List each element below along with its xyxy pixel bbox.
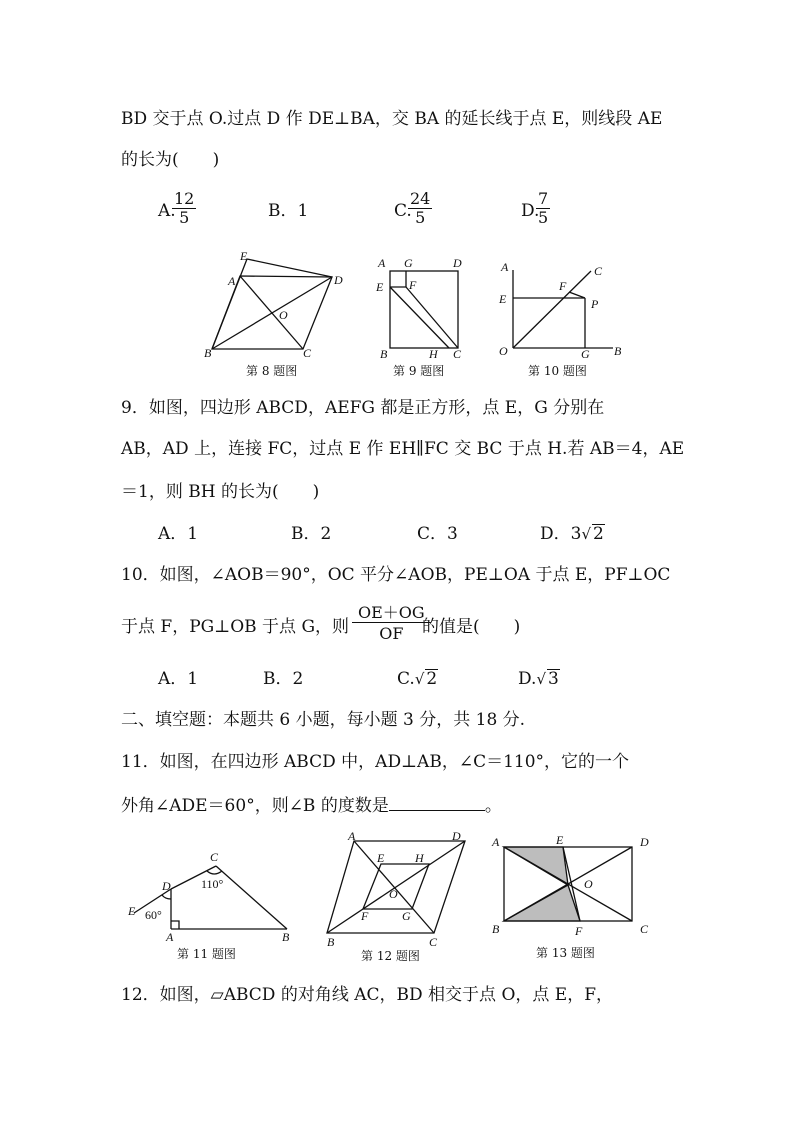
- q9-line1: 9．如图，四边形 ABCD，AEFG 都是正方形，点 E，G 分别在: [121, 398, 605, 418]
- fig13-caption: 第 13 题图: [536, 946, 595, 960]
- fig10-label-c: C: [594, 264, 603, 278]
- fig13-label-c: C: [640, 922, 649, 936]
- fig12-caption: 第 12 题图: [361, 949, 420, 963]
- figure-13: [488, 830, 660, 966]
- fig12-label-b: B: [327, 935, 335, 949]
- fig11-segment-bc: [216, 866, 287, 929]
- q9-option-a: A．1: [158, 524, 199, 544]
- fig8-label-b: B: [204, 346, 212, 360]
- q8-line2: 的长为( ): [121, 150, 220, 170]
- fig13-label-o: O: [584, 877, 593, 891]
- fig10-ray-oc: [513, 271, 591, 348]
- fig8-label-o: O: [279, 308, 288, 322]
- fig13-label-d: D: [640, 835, 649, 849]
- q8-option-b: B．1: [268, 201, 309, 221]
- fig10-caption: 第 10 题图: [528, 364, 587, 378]
- fig12-label-e: E: [377, 851, 385, 865]
- fig11-label-b: B: [282, 930, 290, 944]
- q10-line2-prefix: 于点 F，PG⊥OB 于点 G，则: [121, 617, 350, 637]
- q9-option-c: C．3: [417, 524, 458, 544]
- q8-option-c-den: 5: [415, 208, 426, 227]
- q8-option-d-num: 7: [538, 189, 549, 208]
- q10-option-a: A．1: [158, 669, 199, 689]
- fig11-label-angle-d: 60°: [145, 908, 162, 922]
- fig10-label-o: O: [499, 344, 508, 358]
- fig13-label-a: A: [492, 835, 500, 849]
- figure-8: [200, 247, 350, 382]
- q9-option-d-radicand: 2: [593, 524, 604, 544]
- q9-option-d-prefix: D．3: [540, 524, 582, 544]
- q8-option-c-num: 24: [410, 189, 431, 208]
- fig10-segment-pf: [569, 292, 585, 298]
- q10-fraction-den: OF: [379, 624, 404, 643]
- fig12-label-d: D: [452, 829, 461, 843]
- fig9-label-b: B: [380, 347, 388, 361]
- fig8-diagonal-ac: [240, 276, 303, 349]
- q8-option-d-den: 5: [538, 208, 549, 227]
- q10-fraction: [352, 604, 431, 643]
- fig8-caption: 第 8 题图: [246, 364, 298, 378]
- figure-12: [323, 828, 473, 966]
- q9-option-d: D．3√ 2: [540, 524, 604, 544]
- q8-line1: BD 交于点 O.过点 D 作 DE⊥BA，交 BA 的延长线于点 E，则线段 AE: [121, 109, 663, 129]
- fig9-label-a: A: [378, 256, 386, 270]
- fig11-angle-d-arc: [162, 895, 171, 899]
- q8-option-a-num: 12: [174, 189, 195, 208]
- fig9-label-d: D: [453, 256, 462, 270]
- q11-answer-blank[interactable]: [389, 794, 485, 811]
- q10-fraction-num: OE＋OG: [352, 604, 431, 623]
- fig12-label-g: G: [402, 909, 411, 923]
- figure-9: [372, 252, 472, 382]
- q11-line2: [121, 794, 502, 817]
- q10-option-d-radicand: 3: [548, 669, 559, 689]
- q8-option-a-prefix: A.: [158, 201, 176, 221]
- q9-line2: AB，AD 上，连接 FC，过点 E 作 EH∥FC 交 BC 于点 H.若 AB＝4，AE: [121, 439, 685, 459]
- fig11-label-angle-c: 110°: [201, 877, 224, 891]
- fig11-label-d: D: [162, 879, 171, 893]
- figure-11: [124, 846, 304, 966]
- q9-line3: ＝1，则 BH 的长为( ): [121, 482, 320, 502]
- fig9-label-c: C: [453, 347, 462, 361]
- fig8-ba-extension: [212, 259, 247, 349]
- figure-10: [493, 258, 628, 382]
- q10-line2-suffix: 的值是( ): [422, 617, 521, 637]
- fig11-label-a: A: [166, 930, 174, 944]
- q8-option-c-fraction: [408, 190, 432, 227]
- fig13-label-b: B: [492, 922, 500, 936]
- fig10-label-a: A: [501, 260, 509, 274]
- fig12-label-a: A: [348, 829, 356, 843]
- fig8-label-c: C: [303, 346, 312, 360]
- q10-option-b: B．2: [263, 669, 304, 689]
- fig11-angle-c-arc: [207, 871, 222, 874]
- fig9-label-f: F: [409, 278, 417, 292]
- fig13-shaded-triangle-bottom: [504, 885, 580, 921]
- fig10-label-e: E: [499, 292, 507, 306]
- q8-option-a-den: 5: [179, 208, 190, 227]
- q8-option-c-prefix: C.: [394, 201, 412, 221]
- fig8-segment-de: [247, 259, 332, 277]
- q8-option-a-fraction: [172, 190, 196, 227]
- fig8-label-d: D: [334, 273, 343, 287]
- q10-option-c-prefix: C.: [397, 669, 415, 689]
- fig9-label-e: E: [376, 280, 384, 294]
- section2-title: 二、填空题：本题共 6 小题，每小题 3 分，共 18 分.: [121, 710, 526, 730]
- fig11-right-angle-mark: [171, 921, 179, 929]
- fig11-label-c: C: [210, 850, 219, 864]
- fig13-label-f: F: [575, 924, 583, 938]
- fig9-label-g: G: [404, 256, 413, 270]
- fig9-label-h: H: [429, 347, 438, 361]
- q11-line1: 11．如图，在四边形 ABCD 中，AD⊥AB，∠C＝110°，它的一个: [121, 752, 630, 772]
- fig12-label-f: F: [361, 909, 369, 923]
- fig8-label-a: A: [228, 274, 236, 288]
- q10-line1: 10．如图，∠AOB＝90°，OC 平分∠AOB，PE⊥OA 于点 E，PF⊥OC: [121, 565, 671, 585]
- fig12-label-o: O: [389, 887, 398, 901]
- fig10-label-b: B: [614, 344, 622, 358]
- q8-option-d-fraction: [536, 190, 550, 227]
- q11-line2-suffix: 。: [484, 796, 502, 816]
- fig9-segment-eh: [390, 287, 449, 348]
- q12-line1: 12．如图，▱ABCD 的对角线 AC，BD 相交于点 O，点 E，F，: [121, 985, 613, 1005]
- q10-option-c: C.√ 2: [397, 669, 438, 689]
- q10-option-d-prefix: D.: [518, 669, 537, 689]
- fig13-label-e: E: [556, 833, 564, 847]
- fig8-label-e: E: [240, 249, 248, 263]
- fig10-label-p: P: [591, 297, 599, 311]
- fig12-label-c: C: [429, 935, 438, 949]
- fig10-label-g: G: [581, 347, 590, 361]
- q9-option-b: B．2: [291, 524, 332, 544]
- fig9-caption: 第 9 题图: [393, 364, 445, 378]
- fig9-segment-fc: [406, 287, 458, 348]
- fig11-caption: 第 11 题图: [177, 947, 236, 961]
- q10-option-d: D.√ 3: [518, 669, 559, 689]
- fig10-label-f: F: [559, 279, 567, 293]
- q10-option-c-radicand: 2: [426, 669, 438, 689]
- fig12-label-h: H: [415, 851, 424, 865]
- q8-option-d-prefix: D.: [521, 201, 540, 221]
- fig11-label-e: E: [128, 904, 136, 918]
- fig9-square-aefg: [390, 271, 406, 287]
- q11-line2-prefix: 外角∠ADE＝60°，则∠B 的度数是: [121, 796, 389, 816]
